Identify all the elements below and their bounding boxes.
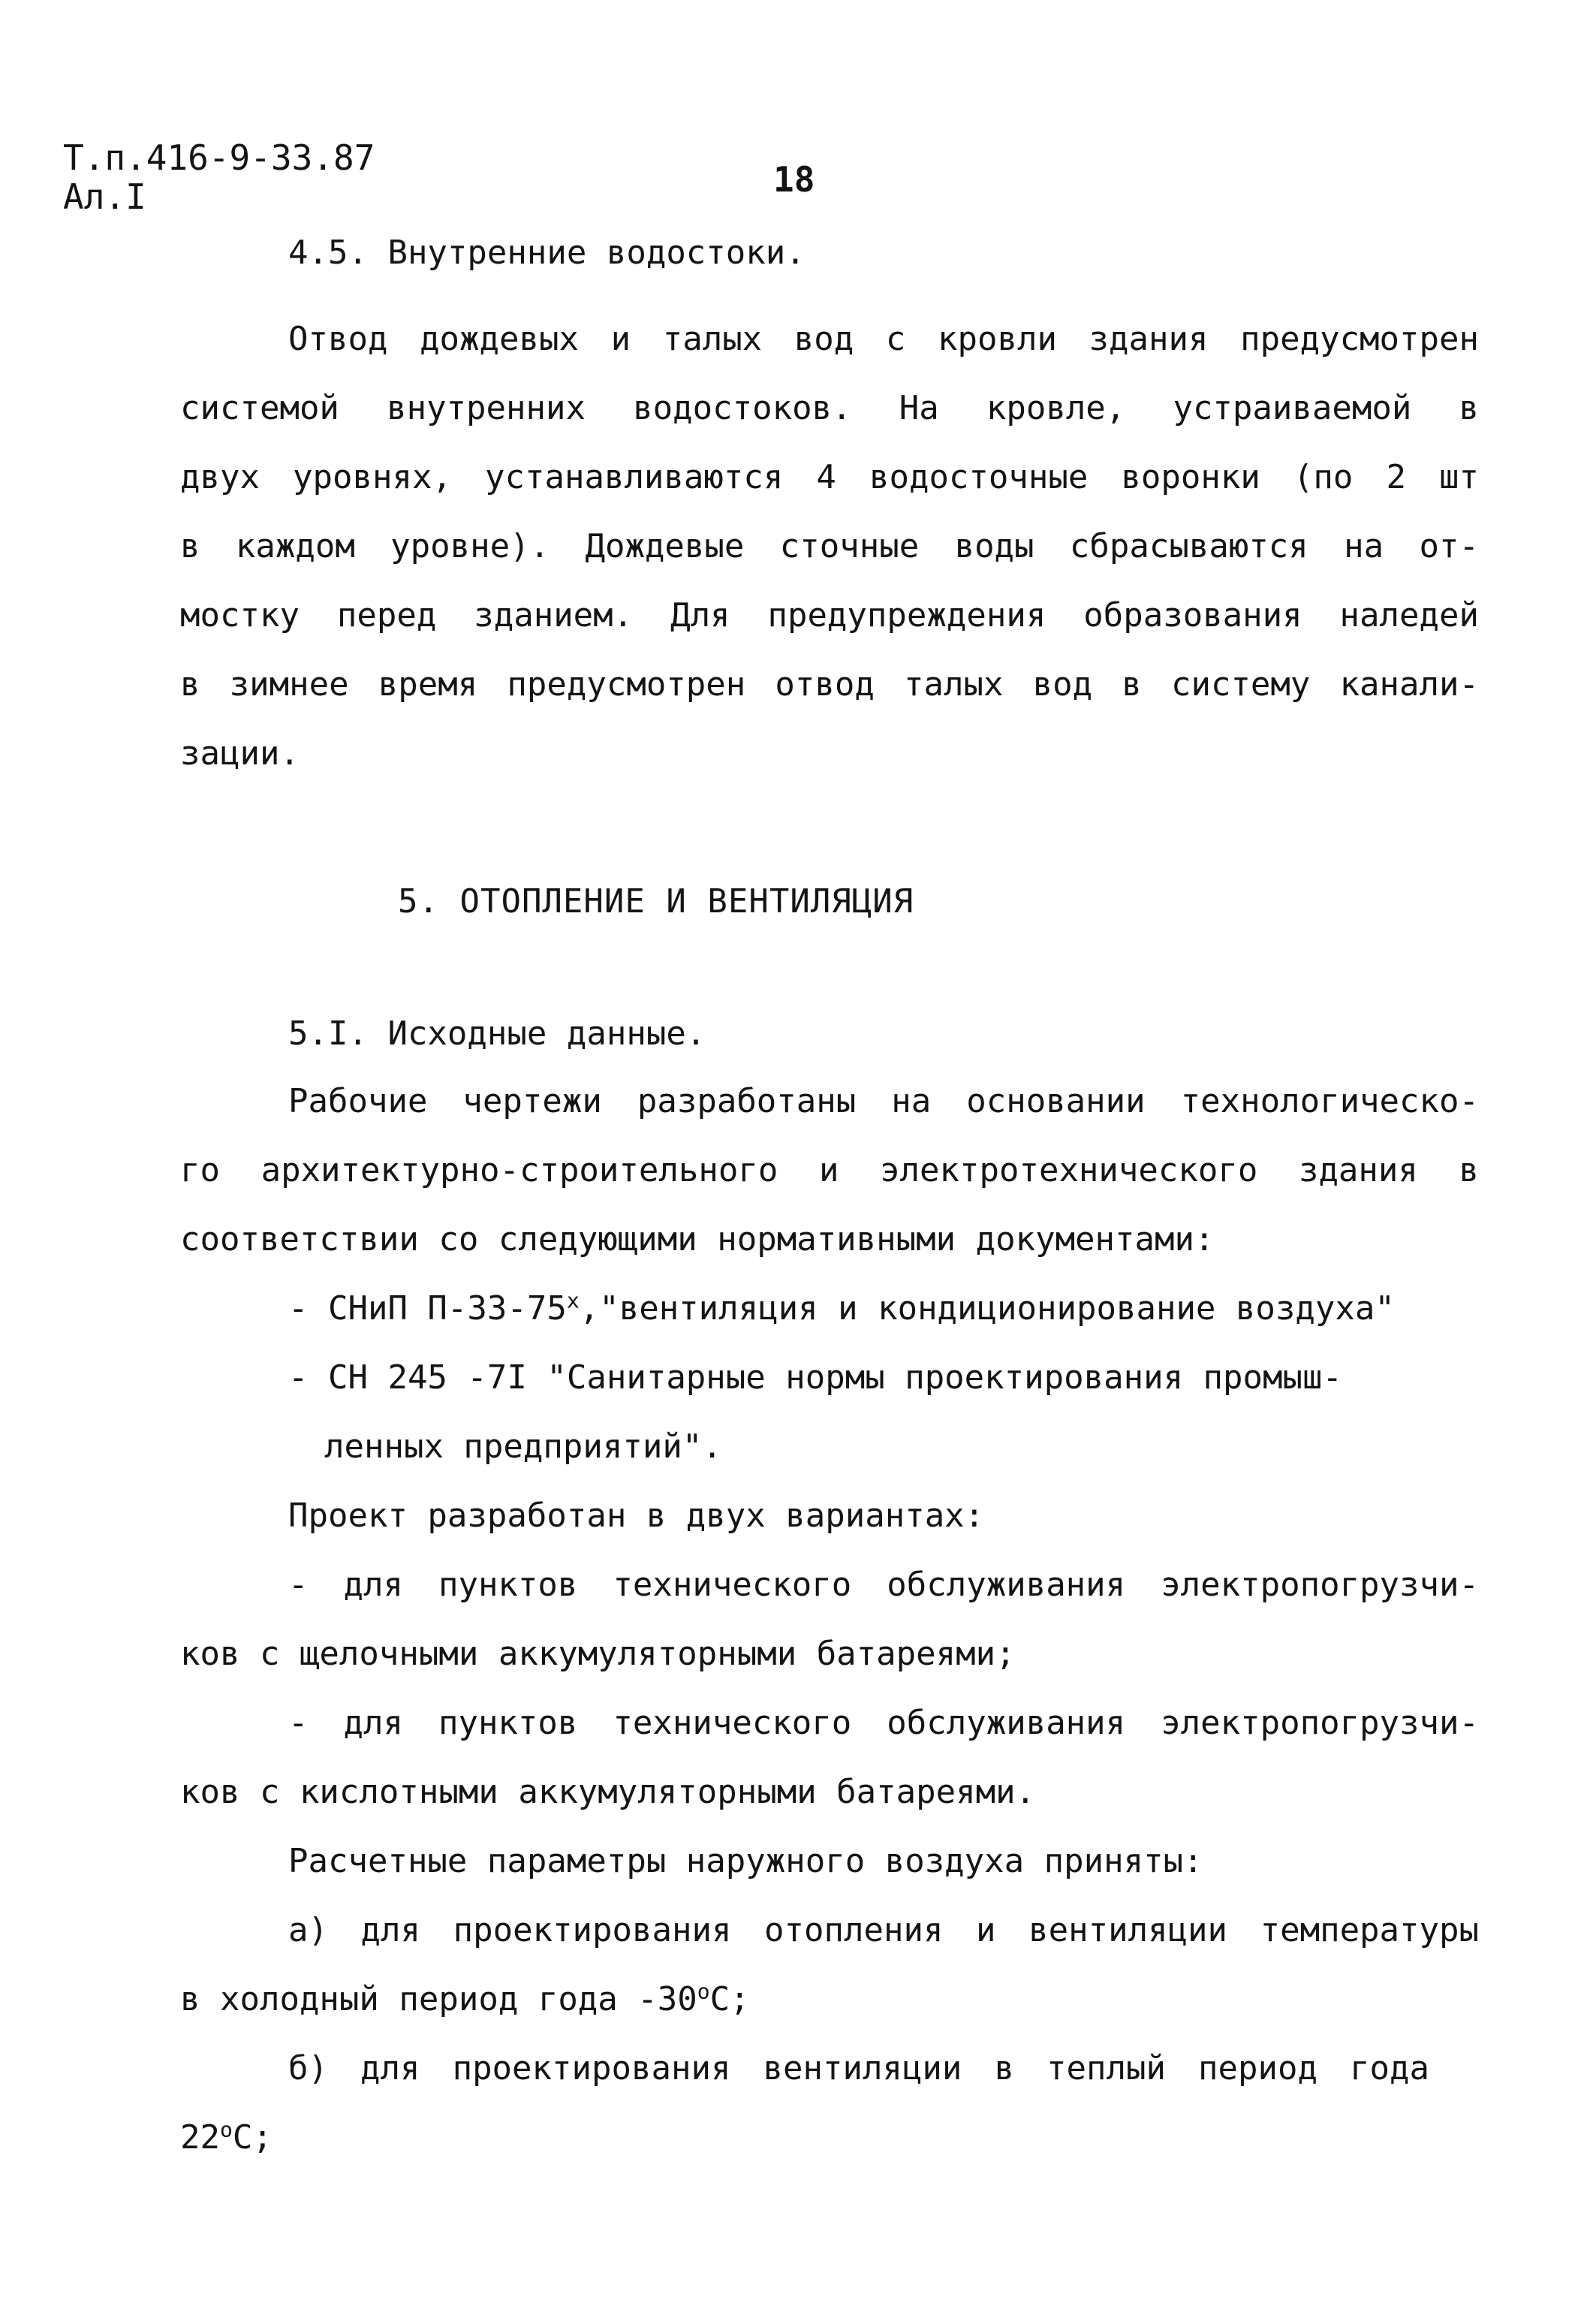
param-b-suffix: С; — [232, 2118, 273, 2157]
variant-item-2-cont: ков с кислотными аккумуляторными батареями. — [180, 1773, 1036, 1811]
param-a-suffix: С; — [709, 1980, 750, 2018]
paragraph-line: соответствии со следующими нормативными документами: — [180, 1220, 1215, 1259]
param-item-b-cont — [180, 2117, 273, 2157]
doc-code: Т.п.416-9-33.87 — [63, 137, 375, 178]
degree-sup: о — [697, 1979, 710, 2004]
page-number: 18 — [773, 159, 815, 200]
paragraph-line: зации. — [180, 734, 300, 773]
paragraph-line: двух уровнях, устанавливаются 4 водосточные воронки (по 2 шт — [180, 458, 1479, 496]
param-item-a: а) для проектирования отопления и вентиляции температуры — [288, 1911, 1479, 1949]
norm-1-prefix: - СНиП П-33-75 — [288, 1289, 567, 1328]
variant-item-1: - для пунктов технического обслуживания электропогрузчи- — [288, 1566, 1479, 1604]
norm-1-suffix: ,"вентиляция и кондиционирование воздуха" — [579, 1289, 1395, 1328]
variant-item-2: - для пунктов технического обслуживания электропогрузчи- — [288, 1704, 1479, 1742]
section-4-5-title: 4.5. Внутренние водостоки. — [288, 234, 806, 272]
norm-item-1 — [288, 1288, 1395, 1328]
paragraph-line: Рабочие чертежи разработаны на основании технологическо- — [288, 1082, 1479, 1120]
param-item-a-cont — [180, 1979, 750, 2018]
param-item-b: б) для проектирования вентиляции в теплый период года — [288, 2049, 1429, 2087]
degree-sup: о — [219, 2117, 233, 2142]
paragraph-line: системой внутренних водостоков. На кровле, устраиваемой в — [180, 389, 1479, 427]
paragraph-line: в зимнее время предусмотрен отвод талых вод в систему канали- — [180, 665, 1479, 704]
variants-intro: Проект разработан в двух вариантах: — [288, 1497, 985, 1535]
params-intro: Расчетные параметры наружного воздуха приняты: — [288, 1842, 1203, 1880]
param-b-prefix: 22 — [180, 2118, 220, 2157]
norm-1-sup: х — [566, 1288, 580, 1313]
norm-item-2: - СН 245 -7I "Санитарные нормы проектирования промыш- — [288, 1358, 1342, 1397]
section-5-1-title: 5.I. Исходные данные. — [288, 1014, 706, 1053]
norm-item-2-cont: ленных предприятий". — [324, 1427, 722, 1466]
document-header — [63, 139, 375, 216]
paragraph-line: го архитектурно-строительного и электротехнического здания в — [180, 1151, 1479, 1189]
variant-item-1-cont: ков с щелочными аккумуляторными батареями; — [180, 1635, 1016, 1673]
paragraph-line: в каждом уровне). Дождевые сточные воды сбрасываются на от- — [180, 527, 1479, 565]
album-label: Ал.I — [63, 176, 146, 217]
paragraph-line: Отвод дождевых и талых вод с кровли здания предусмотрен — [288, 320, 1479, 358]
param-a-prefix: в холодный период года -30 — [180, 1980, 697, 2018]
section-5-heading: 5. ОТОПЛЕНИЕ И ВЕНТИЛЯЦИЯ — [398, 882, 914, 921]
paragraph-line: мостку перед зданием. Для предупреждения образования наледей — [180, 596, 1479, 635]
